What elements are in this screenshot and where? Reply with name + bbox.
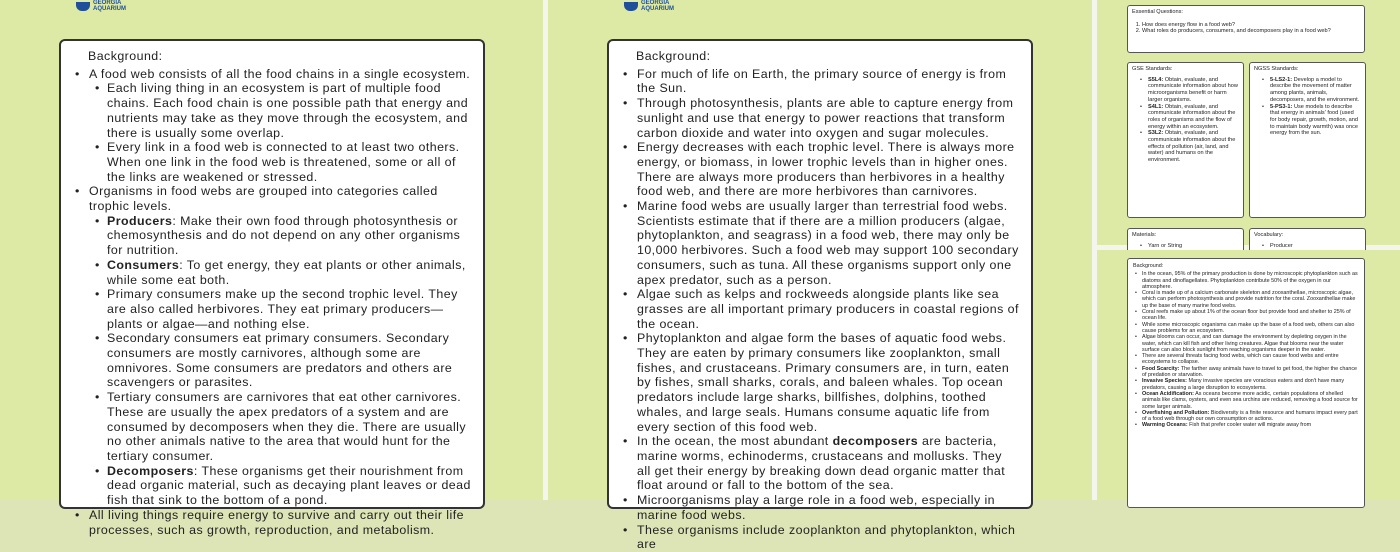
bullet-text: : To get energy, they eat plants or other animals, while some eat both. <box>107 257 466 287</box>
standard-item <box>1132 130 1239 164</box>
vocabulary-list <box>1254 243 1361 250</box>
card-title: Vocabulary: <box>1254 232 1284 238</box>
standard-item <box>1254 77 1361 104</box>
bullet-text: : These organisms get their nourishment from dead organic material, such as decaying plant leaves or dead fish that sink to the bottom of a pond. <box>107 463 471 508</box>
bullet-item <box>1133 353 1359 366</box>
bullet-item <box>107 464 471 508</box>
bullet-item <box>107 331 471 390</box>
card-title: Background: <box>1133 263 1164 269</box>
bullet-text: Tertiary consumers are carnivores that eat other carnivores. These are usually the apex predators of a system and are consumed by decomposers when they die. There are usually no other animals native to the area that would hunt for the tertiary consumer. <box>107 390 467 463</box>
bullet-text: These organisms include zooplankton and phytoplankton, which are <box>637 522 1016 552</box>
bullet-item <box>637 287 1019 331</box>
card-title: NGSS Standards: <box>1254 66 1299 72</box>
standard-text: Develop a model to describe the movement of matter among plants, animals, decomposers, and the environment. <box>1270 76 1360 103</box>
ngss-standards-card <box>1249 62 1366 218</box>
card-title: Background: <box>88 49 163 63</box>
bullet-item <box>1133 391 1359 410</box>
aquarium-logo-icon <box>76 2 90 11</box>
bullet-term: decomposers <box>832 434 919 449</box>
bullet-item <box>1133 422 1359 428</box>
gse-standards-card <box>1127 62 1244 218</box>
bullet-term: Food Scarcity: <box>1142 365 1180 372</box>
bullet-item <box>107 390 471 464</box>
materials-list <box>1132 243 1239 250</box>
bullet-text: Coral is made up of a calcium carbonate skeleton and zooxanthellae, microscopic algae, which can perform photosynthesis and provide nutrition for the coral. Zooxanthellae make up the base of many marine food webs. <box>1142 290 1356 309</box>
standards-list <box>1254 77 1361 137</box>
georgia-aquarium-logo <box>76 0 126 12</box>
bullet-text: There are several threats facing food webs, which can cause food webs and entire ecosystems to collapse. <box>1142 353 1339 366</box>
bullet-term: Decomposers <box>107 463 194 478</box>
bullet-item <box>637 434 1019 493</box>
logo-line-1: GEORGIA <box>641 0 670 6</box>
page-pane-2[interactable] <box>548 0 1092 552</box>
bullet-item <box>1133 290 1359 309</box>
bullet-text: A food web consists of all the food chains in a single ecosystem. <box>89 66 471 81</box>
standards-list <box>1132 77 1239 164</box>
list-item: • Producer <box>1254 243 1361 250</box>
bullet-text: The farther away animals have to travel to get food, the higher the chance of predation or starvation. <box>1142 365 1358 379</box>
bullet-item <box>1133 271 1359 290</box>
bullet-text: Organisms in food webs are grouped into categories called trophic levels. <box>89 184 438 214</box>
background-card <box>59 39 485 537</box>
bullet-item <box>1133 322 1359 335</box>
bullet-text: While some microscopic organisms can make up the base of a food web, others can also cause problems for an ecosystem. <box>1142 321 1355 334</box>
bullet-text: All living things require energy to survive and carry out their life processes, such as growth, reproduction, and metabolism. <box>89 507 464 537</box>
standard-text: Obtain, evaluate, and communicate information about how microorganisms benefit or harm larger organisms. <box>1148 76 1238 103</box>
bullet-text: Secondary consumers eat primary consumers. Secondary consumers are mostly carnivores, although some are omnivores. Some consumers are predators and others are scavengers or parasites. <box>107 331 453 390</box>
bullet-text: Through photosynthesis, plants are able to capture energy from sunlight and use that energy to power reactions that transform carbon dioxide and water into oxygen and sugar molecules. <box>637 96 1014 140</box>
bullet-item <box>637 96 1019 140</box>
logo-line-1: GEORGIA <box>93 0 122 6</box>
bullet-item <box>107 140 471 184</box>
standard-code: S3L2: <box>1148 130 1164 137</box>
bullet-item <box>1133 309 1359 322</box>
bullet-item <box>89 508 471 537</box>
bullet-item <box>637 523 1019 552</box>
bullet-text: Algae such as kelps and rockweeds alongside plants like sea grasses are all important primary producers in coastal regions of the ocean. <box>637 287 1019 331</box>
bullet-term: Consumers <box>107 257 180 272</box>
logo-line-2: AQUARIUM <box>641 6 674 12</box>
bullet-text: Each living thing in an ecosystem is part of multiple food chains. Each food chain is one possible path that energy and nutrients may take as they move through the ecosystem, and there is usually some overlap. <box>107 81 469 140</box>
bullet-term: Producers <box>107 213 173 228</box>
bullet-text: In the ocean, the most abundant <box>637 434 833 449</box>
page-pane-3[interactable] <box>1097 0 1400 249</box>
card-title: Materials: <box>1132 232 1157 238</box>
bullet-item <box>89 184 471 213</box>
bullet-text: Energy decreases with each trophic level. There is always more energy, or biomass, in lower trophic levels than in higher ones. There are always more producers than herbivores in a healthy food web, and there are more herbivores than carnivores. <box>637 140 1015 199</box>
bullet-text: Primary consumers make up the second trophic level. They are also called herbivores. They eat primary producers—plants or algae—and nothing else. <box>107 287 458 331</box>
standard-text: Use models to describe that energy in animals' food (used for body repair, growth, motion, and to maintain body warmth) was once energy from the sun. <box>1270 103 1358 137</box>
bullet-text: Fish that prefer cooler water will migrate away from <box>1187 422 1312 429</box>
background-card <box>1127 258 1365 508</box>
bullet-text: Biodiversity is a finite resource and humans impact every part of a food web through our own consumption or actions. <box>1142 409 1358 423</box>
bullet-item <box>1133 378 1359 391</box>
bullet-item <box>89 67 471 82</box>
question-item: 2. What roles do producers, consumers, and decomposers play in a food web? <box>1142 28 1360 35</box>
essential-questions-card <box>1127 5 1365 53</box>
standard-code: 5-PS3-1: <box>1270 103 1293 110</box>
page-pane-1[interactable] <box>0 0 543 537</box>
standard-code: S4L1: <box>1148 103 1164 110</box>
standard-code: 5-LS2-1: <box>1270 76 1293 83</box>
bullet-item <box>107 287 471 331</box>
bullet-text: Coral reefs make up about 1% of the ocean floor but provide food and shelter to 25% of ocean life. <box>1142 309 1351 322</box>
standard-item <box>1254 104 1361 138</box>
standard-text: Obtain, evaluate, and communicate information about the roles of organisms and the flow of energy within an ecosystem. <box>1148 103 1236 130</box>
bullet-text: Every link in a food web is connected to at least two others. When one link in the food web is threatened, some or all of the links are weakened or stressed. <box>107 140 460 184</box>
bullet-text: For much of life on Earth, the primary source of energy is from the Sun. <box>637 66 1007 96</box>
card-title: Background: <box>636 49 711 63</box>
question-item: 1. How does energy flow in a food web? <box>1142 22 1360 29</box>
bullet-text: In the ocean, 95% of the primary production is done by microscopic phytoplankton such as diatoms and dinoflagellates. Phytoplankton contribute 50% of the oxygen in our atmosphere. <box>1142 271 1358 290</box>
bullet-text: As oceans become more acidic, certain populations of shelled animals like clams, oysters, and even sea urchins are reduced, removing a food source for some larger animals. <box>1142 390 1358 410</box>
page-pane-4[interactable] <box>1097 250 1400 500</box>
bullet-item <box>107 81 471 140</box>
bullet-text: Many invasive species are voracious eaters and don't have many predators, causing a large disruption to ecosystems. <box>1142 378 1345 391</box>
bullet-term: Ocean Acidification: <box>1142 390 1194 397</box>
bullet-item <box>1133 410 1359 423</box>
bullet-text: Marine food webs are usually larger than terrestrial food webs. Scientists estimate that if there are a million producers (algae, phytoplankton, and seagrass) in a food web, there may only be 10,000 herbivores. Such a food web may support 100 secondary consumers, such as tuna. All these organisms support only one apex predator, such as a person. <box>637 199 1019 287</box>
card-title: Essential Questions: <box>1132 9 1183 15</box>
bullet-term: Warming Oceans: <box>1142 422 1188 429</box>
bullet-text: Algae blooms can occur, and can damage the environment by depleting oxygen in the water, which can kill fish and other living creatures. Algae that blooms near the water surface can also block sunlight from reaching organisms deeper in the water. <box>1142 334 1347 353</box>
bullet-item <box>1133 366 1359 379</box>
bullet-item <box>637 331 1019 434</box>
bullet-item <box>637 199 1019 287</box>
standard-code: S5L4: <box>1148 76 1164 83</box>
bullet-item <box>1133 334 1359 353</box>
background-card <box>607 39 1033 552</box>
bullet-text: : Make their own food through photosynthesis or chemosynthesis and do not depend on any other organisms for nutrition. <box>107 213 461 258</box>
bullet-text: Microorganisms play a large role in a food web, especially in marine food webs. <box>637 493 996 522</box>
list-item: • Yarn or String <box>1132 243 1239 250</box>
bullet-item <box>637 140 1019 199</box>
bullet-item <box>107 258 471 287</box>
bullet-term: Invasive Species: <box>1142 378 1187 385</box>
bullet-text: Phytoplankton and algae form the bases of aquatic food webs. They are eaten by primary consumers like zooplankton, small fishes, and crustaceans. Primary consumers are, in turn, eaten by fishes, small sharks, corals, and baleen whales. Top ocean predators include large sharks, billfishes, dolphins, toothed whales, and large seals. Humans consume aquatic life from every section of this food web. <box>637 331 1010 434</box>
bullet-item <box>637 67 1019 96</box>
logo-line-2: AQUARIUM <box>93 6 126 12</box>
standard-item <box>1132 104 1239 131</box>
bullet-item <box>637 493 1019 522</box>
card-title: GSE Standards: <box>1132 66 1173 72</box>
aquarium-logo-icon <box>624 2 638 11</box>
standard-text: Obtain, evaluate, and communicate information about the effects of pollution (air, land, and water) and humans on the environment. <box>1148 130 1236 164</box>
bullet-term: Overfishing and Pollution: <box>1142 409 1210 416</box>
bullet-text: are bacteria, marine worms, echinoderms, crustaceans and mollusks. They all get their energy by breaking down dead organic matter that float around or fall to the bottom of the sea. <box>637 434 1006 493</box>
bullet-item <box>107 214 471 258</box>
question-list <box>1132 22 1360 35</box>
standard-item <box>1132 77 1239 104</box>
georgia-aquarium-logo <box>624 0 674 12</box>
